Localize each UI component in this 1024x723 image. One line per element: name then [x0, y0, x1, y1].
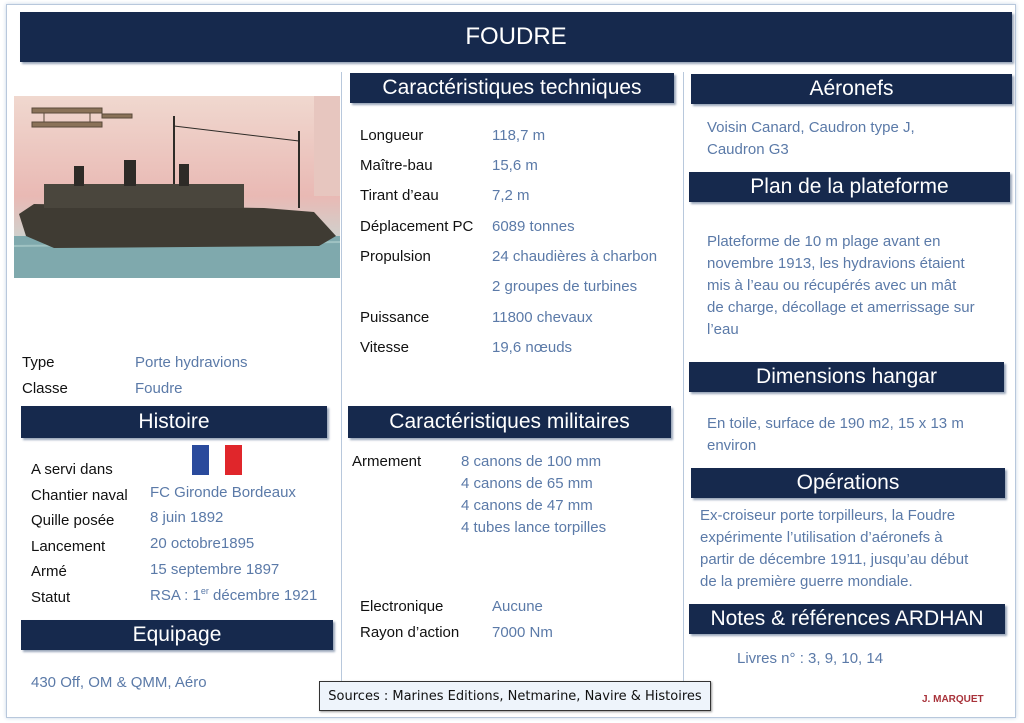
- operations-line-1: Ex-croiseur porte torpilleurs, la Foudre: [700, 507, 956, 524]
- propulsion-label: Propulsion: [360, 248, 431, 265]
- armement-value-2: 4 canons de 65 mm: [461, 475, 593, 492]
- ship-photo: [14, 96, 340, 278]
- operations-line-3: partir de décembre 1911, jusqu’au début: [700, 551, 969, 568]
- section-plan: Plan de la plateforme: [689, 172, 1010, 202]
- armement-value-3: 4 canons de 47 mm: [461, 497, 593, 514]
- flag-blue-stripe: [192, 445, 209, 475]
- notes-value: Livres n° : 3, 9, 10, 14: [737, 650, 884, 667]
- maitre-value: 15,6 m: [492, 157, 538, 174]
- section-equipage: Equipage: [21, 620, 333, 650]
- statut-value-sup: er: [200, 586, 209, 596]
- puissance-label: Puissance: [360, 309, 430, 326]
- operations-text: [700, 505, 1005, 593]
- plan-line-4: de charge, décollage et amerrissage sur: [707, 299, 975, 316]
- armement-value-4: 4 tubes lance torpilles: [461, 519, 607, 536]
- statut-label: Statut: [31, 589, 71, 606]
- vitesse-value: 19,6 nœuds: [492, 339, 573, 356]
- armement-label: Armement: [352, 453, 422, 470]
- tirant-label: Tirant d’eau: [360, 187, 439, 204]
- propulsion-value-2: 2 groupes de turbines: [492, 278, 638, 295]
- plan-line-5: l’eau: [707, 321, 739, 338]
- quille-label: Quille posée: [31, 512, 115, 529]
- lancement-label: Lancement: [31, 538, 106, 555]
- dimensions-line-1: En toile, surface de 190 m2, 15 x 13 m: [707, 415, 964, 432]
- flag-white-stripe: [209, 445, 226, 475]
- electronique-label: Electronique: [360, 598, 444, 615]
- chantier-label: Chantier naval: [31, 487, 128, 504]
- statut-value-post: décembre 1921: [208, 587, 318, 604]
- author-signature: J. MARQUET: [922, 694, 984, 705]
- maitre-label: Maître-bau: [360, 157, 433, 174]
- armement-value-1: 8 canons de 100 mm: [461, 453, 602, 470]
- equipage-value: 430 Off, OM & QMM, Aéro: [31, 674, 207, 691]
- tirant-value: 7,2 m: [492, 187, 530, 204]
- deplacement-value: 6089 tonnes: [492, 218, 575, 235]
- dimensions-text: [707, 413, 1007, 457]
- arme-label: Armé: [31, 563, 67, 580]
- aeronefs-line-1: Voisin Canard, Caudron type J,: [707, 119, 915, 136]
- section-aeronefs: Aéronefs: [691, 74, 1012, 104]
- section-notes: Notes & références ARDHAN: [689, 604, 1005, 634]
- operations-line-4: de la première guerre mondiale.: [700, 573, 913, 590]
- statut-value-pre: RSA : 1: [150, 587, 201, 604]
- section-tech: Caractéristiques techniques: [350, 73, 674, 103]
- propulsion-value-1: 24 chaudières à charbon: [492, 248, 658, 265]
- plan-line-2: novembre 1913, les hydravions étaient: [707, 255, 965, 272]
- statut-value: [150, 586, 317, 604]
- aeronefs-text: [707, 117, 1007, 161]
- aeronefs-line-2: Caudron G3: [707, 141, 789, 158]
- longueur-label: Longueur: [360, 127, 424, 144]
- vitesse-label: Vitesse: [360, 339, 409, 356]
- french-flag-icon: [192, 445, 242, 475]
- operations-line-2: expérimente l’utilisation d’aéronefs à: [700, 529, 943, 546]
- rayon-label: Rayon d’action: [360, 624, 460, 641]
- ship-photo-image: [14, 96, 340, 278]
- longueur-value: 118,7 m: [492, 127, 546, 144]
- section-histoire: Histoire: [21, 406, 327, 438]
- puissance-value: 11800 chevaux: [492, 309, 593, 326]
- page-title: FOUDRE: [20, 12, 1012, 62]
- flag-red-stripe: [225, 445, 242, 475]
- rayon-value: 7000 Nm: [492, 624, 553, 641]
- arme-value: 15 septembre 1897: [150, 561, 280, 578]
- electronique-value: Aucune: [492, 598, 543, 615]
- deplacement-label: Déplacement PC: [360, 218, 474, 235]
- class-value: Foudre: [135, 380, 183, 397]
- plan-line-1: Plateforme de 10 m plage avant en: [707, 233, 941, 250]
- column-divider-left: [341, 72, 342, 682]
- class-label: Classe: [22, 380, 68, 397]
- plan-text: [707, 231, 1007, 341]
- chantier-value: FC Gironde Bordeaux: [150, 484, 296, 501]
- section-militaires: Caractéristiques militaires: [348, 406, 671, 438]
- sources-box: Sources : Marines Editions, Netmarine, Navire & Histoires: [319, 681, 711, 711]
- lancement-value: 20 octobre1895: [150, 535, 255, 552]
- served-label: A servi dans: [31, 461, 113, 478]
- section-dimensions: Dimensions hangar: [689, 362, 1004, 392]
- column-divider-right: [683, 72, 684, 682]
- type-label: Type: [22, 354, 55, 371]
- dimensions-line-2: environ: [707, 437, 757, 454]
- type-value: Porte hydravions: [135, 354, 248, 371]
- section-operations: Opérations: [691, 468, 1005, 498]
- plan-line-3: mis à l’eau ou récupérés avec un mât: [707, 277, 957, 294]
- quille-value: 8 juin 1892: [150, 509, 224, 526]
